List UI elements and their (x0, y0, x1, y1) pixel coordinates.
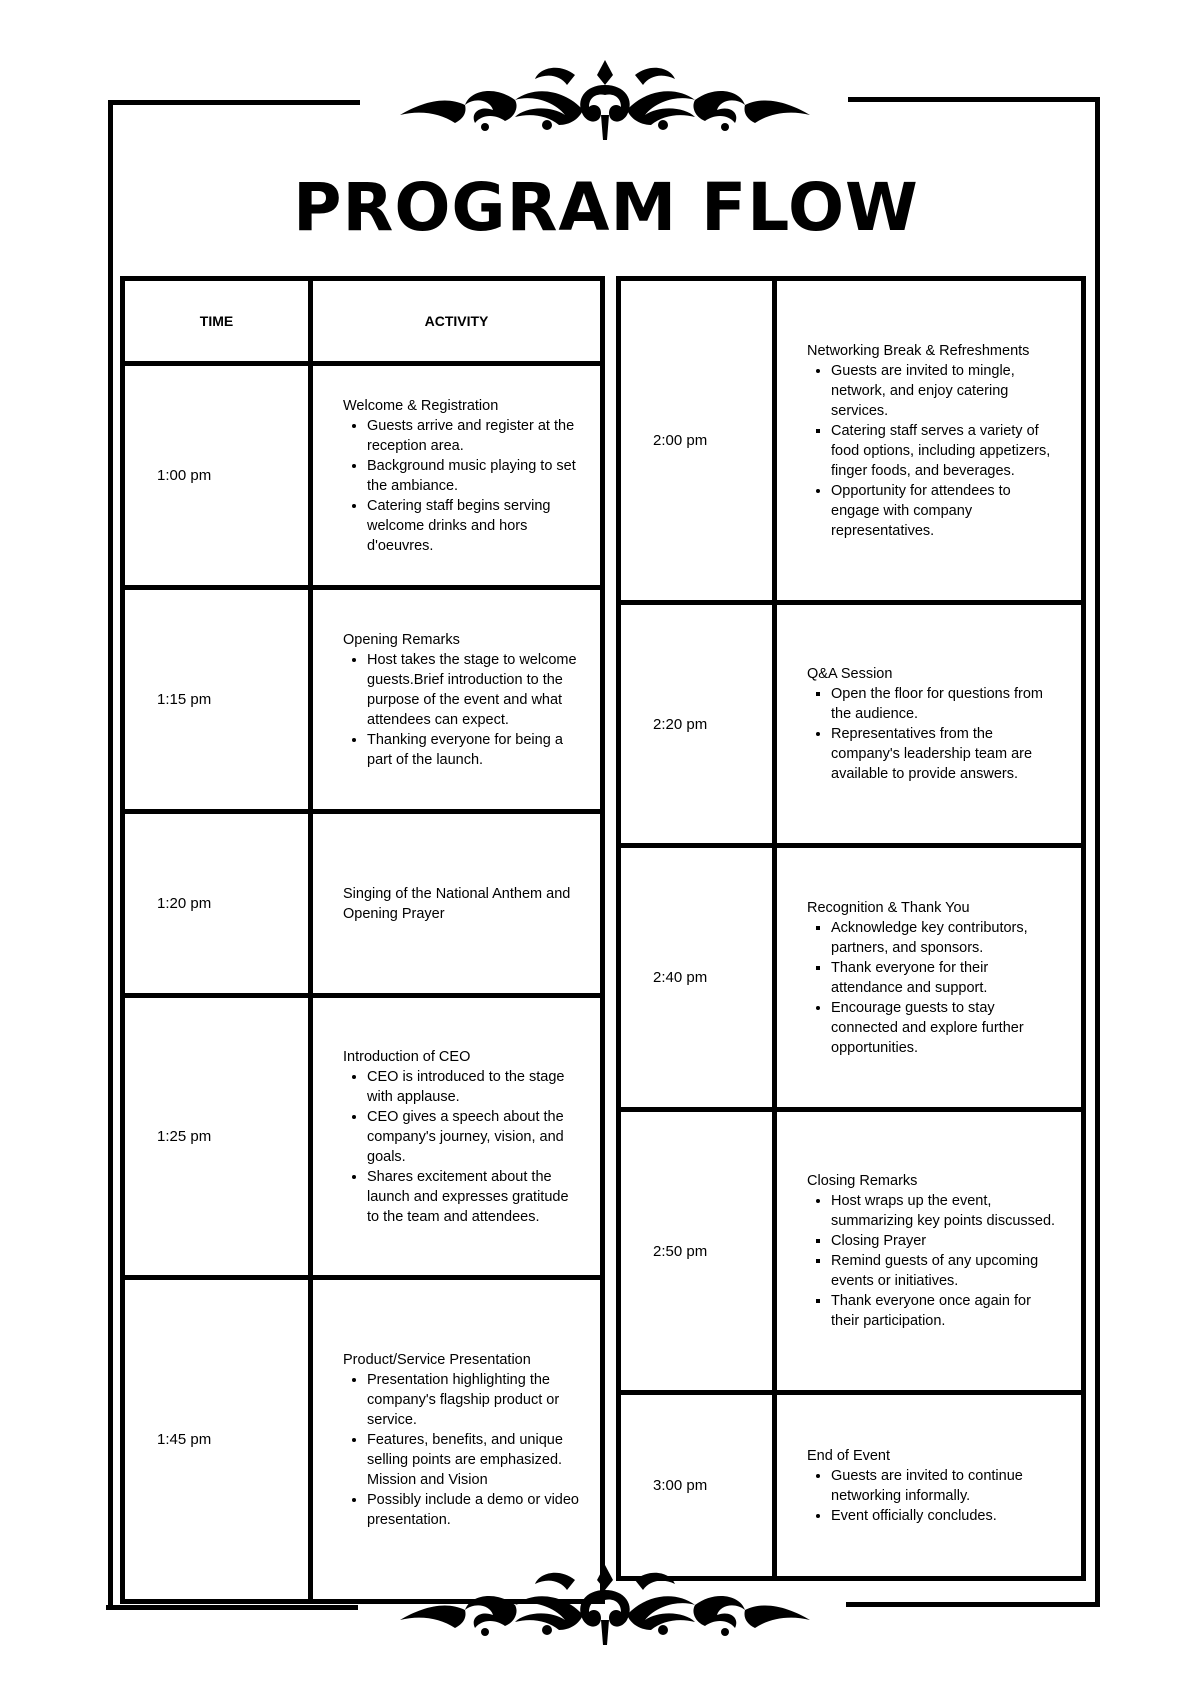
activity-cell (775, 1110, 1084, 1393)
activity-title: Opening Remarks (343, 631, 460, 648)
frame-line (846, 1602, 1100, 1607)
list-item: • Representatives from the company's leadership team are available to provide answers. (831, 724, 1063, 784)
list-item: ▪ Catering staff serves a variety of food options, including appetizers, finger foods, and beverages. (831, 421, 1063, 481)
time-cell: 1:00 pm (123, 364, 311, 588)
activity-column-header: ACTIVITY (311, 279, 603, 364)
activity-title: Product/Service Presentation (343, 1351, 531, 1368)
list-item: • Presentation highlighting the company's flagship product or service. (367, 1370, 582, 1430)
list-item: • Encourage guests to stay connected and explore further opportunities. (831, 998, 1063, 1058)
frame-line (106, 1605, 358, 1610)
list-item: ▪ Thank everyone once again for their participation. (831, 1291, 1063, 1331)
table-row (619, 1110, 1084, 1393)
activity-bullets (343, 1067, 582, 1227)
list-item: • Shares excitement about the launch and expresses gratitude to the team and attendees. (367, 1167, 582, 1227)
list-item: ▪ Thank everyone for their attendance and support. (831, 958, 1063, 998)
list-item: • Features, benefits, and unique selling points are emphasized. Mission and Vision (367, 1430, 582, 1490)
table-row (619, 1393, 1084, 1579)
activity-bullets (343, 416, 582, 556)
page-title: PROGRAM FLOW (293, 169, 919, 246)
table-row (123, 1278, 603, 1602)
time-cell: 1:45 pm (123, 1278, 311, 1602)
list-item: • Event officially concludes. (831, 1506, 1063, 1526)
time-cell: 2:00 pm (619, 279, 775, 603)
list-item: • Host takes the stage to welcome guests.Brief introduction to the purpose of the event and what attendees can expect. (367, 650, 582, 730)
activity-cell (311, 1278, 603, 1602)
table-row (619, 279, 1084, 603)
activity-cell (311, 588, 603, 812)
table-row (619, 603, 1084, 846)
activity-bullets (343, 650, 582, 770)
time-cell: 2:20 pm (619, 603, 775, 846)
activity-bullets (807, 684, 1063, 784)
bottom-flourish-ornament (395, 1560, 815, 1650)
time-cell: 1:25 pm (123, 996, 311, 1278)
activity-title: Singing of the National Anthem and Opening Prayer (343, 885, 571, 922)
table-row (619, 846, 1084, 1110)
activity-title: Welcome & Registration (343, 397, 499, 414)
table-row (123, 364, 603, 588)
list-item: • CEO gives a speech about the company's journey, vision, and goals. (367, 1107, 582, 1167)
list-item: • Thanking everyone for being a part of the launch. (367, 730, 582, 770)
activity-title: End of Event (807, 1447, 891, 1464)
activity-bullets (343, 1370, 582, 1530)
list-item: • Guests are invited to mingle, network, and enjoy catering services. (831, 361, 1063, 421)
frame-line (1095, 97, 1100, 1607)
time-cell: 2:50 pm (619, 1110, 775, 1393)
activity-bullets (807, 1191, 1063, 1331)
activity-cell (311, 364, 603, 588)
time-cell: 1:15 pm (123, 588, 311, 812)
table-row (123, 588, 603, 812)
activity-title: Introduction of CEO (343, 1048, 471, 1065)
time-cell: 2:40 pm (619, 846, 775, 1110)
activity-title: Closing Remarks (807, 1173, 918, 1189)
list-item: ▪ Closing Prayer (831, 1231, 1063, 1251)
table-row (123, 996, 603, 1278)
frame-line (848, 97, 1100, 102)
list-item: • CEO is introduced to the stage with applause. (367, 1067, 582, 1107)
list-item: • Host wraps up the event, summarizing key points discussed. (831, 1191, 1063, 1231)
activity-title: Networking Break & Refreshments (807, 342, 1030, 359)
list-item: • Background music playing to set the ambiance. (367, 456, 582, 496)
activity-bullets (807, 918, 1063, 1058)
table-row (123, 812, 603, 996)
list-item: ▪ Acknowledge key contributors, partners, and sponsors. (831, 918, 1063, 958)
activity-cell (311, 812, 603, 996)
activity-title: Q&A Session (807, 666, 893, 682)
time-column-header: TIME (123, 279, 311, 364)
list-item: • Guests are invited to continue networking informally. (831, 1466, 1063, 1506)
list-item: • Opportunity for attendees to engage with company representatives. (831, 481, 1063, 541)
activity-cell (311, 996, 603, 1278)
activity-title: Recognition & Thank You (807, 899, 970, 916)
time-cell: 1:20 pm (123, 812, 311, 996)
frame-line (108, 100, 113, 1610)
list-item: • Guests arrive and register at the reception area. (367, 416, 582, 456)
left-schedule-table (120, 276, 605, 1604)
activity-bullets (807, 361, 1063, 541)
list-item: ▪ Remind guests of any upcoming events or initiatives. (831, 1251, 1063, 1291)
header-row (123, 279, 603, 364)
top-flourish-ornament (395, 55, 815, 145)
activity-cell (775, 603, 1084, 846)
list-item: • Possibly include a demo or video presentation. (367, 1490, 582, 1530)
activity-cell (775, 1393, 1084, 1579)
activity-cell (775, 846, 1084, 1110)
list-item: ▪ Open the floor for questions from the audience. (831, 684, 1063, 724)
right-schedule-table (616, 276, 1086, 1581)
activity-bullets (807, 1466, 1063, 1526)
activity-cell (775, 279, 1084, 603)
time-cell: 3:00 pm (619, 1393, 775, 1579)
list-item: • Catering staff begins serving welcome drinks and hors d'oeuvres. (367, 496, 582, 556)
frame-line (108, 100, 360, 105)
